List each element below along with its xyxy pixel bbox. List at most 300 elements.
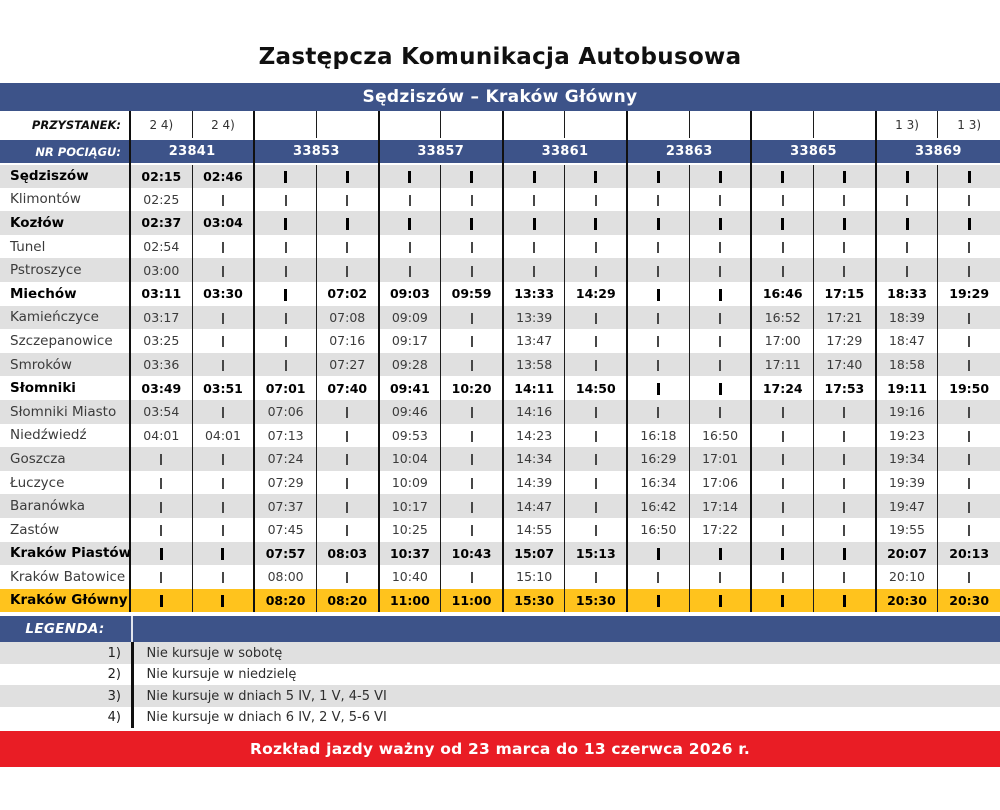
no-stop-bar-icon — [160, 595, 163, 607]
no-stop-marker — [192, 542, 254, 566]
table-row — [0, 471, 1000, 495]
no-stop-bar-icon — [595, 431, 597, 442]
no-stop-bar-icon — [471, 572, 473, 583]
no-stop-bar-icon — [222, 454, 224, 465]
no-stop-marker — [627, 376, 689, 400]
no-stop-marker — [938, 211, 1000, 235]
no-stop-marker — [938, 306, 1000, 330]
time-cell: 03:36 — [143, 357, 180, 373]
no-stop-marker — [441, 258, 503, 282]
station-name: Kraków Piastów — [0, 542, 130, 566]
no-stop-bar-icon — [222, 502, 224, 513]
no-stop-marker — [441, 211, 503, 235]
time-cell: 10:37 — [379, 542, 441, 566]
no-stop-bar-icon — [782, 478, 784, 489]
no-stop-marker — [254, 164, 316, 188]
no-stop-bar-icon — [408, 218, 411, 230]
legend-item-text: Nie kursuje w sobotę — [146, 645, 283, 661]
no-stop-marker — [814, 447, 876, 471]
no-stop-bar-icon — [471, 195, 473, 206]
no-stop-bar-icon — [968, 336, 970, 347]
train-number-row — [0, 139, 1000, 164]
no-stop-marker — [814, 565, 876, 589]
no-stop-marker — [441, 447, 503, 471]
no-stop-bar-icon — [595, 454, 597, 465]
no-stop-bar-icon — [533, 266, 535, 277]
no-stop-marker — [503, 164, 565, 188]
no-stop-marker — [751, 258, 813, 282]
no-stop-marker — [130, 471, 192, 495]
time-cell: 17:22 — [689, 518, 751, 542]
no-stop-marker — [751, 400, 813, 424]
no-stop-marker — [565, 400, 627, 424]
table-row — [0, 258, 1000, 282]
no-stop-bar-icon — [968, 242, 970, 253]
no-stop-bar-icon — [285, 336, 287, 347]
table-row — [0, 235, 1000, 259]
time-cell: 15:30 — [565, 589, 627, 613]
no-stop-marker — [751, 188, 813, 212]
legend-item — [0, 664, 1000, 686]
no-stop-bar-icon — [719, 266, 721, 277]
no-stop-bar-icon — [471, 525, 473, 536]
no-stop-bar-icon — [968, 313, 970, 324]
no-stop-marker — [316, 471, 378, 495]
no-stop-bar-icon — [719, 407, 721, 418]
legend-item-text: Nie kursuje w niedzielę — [146, 667, 297, 683]
no-stop-marker — [627, 211, 689, 235]
no-stop-marker — [627, 589, 689, 613]
no-stop-bar-icon — [843, 454, 845, 465]
no-stop-bar-icon — [346, 431, 348, 442]
no-stop-bar-icon — [346, 242, 348, 253]
time-cell: 02:15 — [141, 168, 182, 184]
route-header: Sędziszów – Kraków Główny — [0, 83, 1000, 111]
table-row — [0, 376, 1000, 400]
no-stop-bar-icon — [470, 171, 473, 183]
no-stop-marker — [316, 565, 378, 589]
legend-items — [0, 642, 1000, 728]
no-stop-bar-icon — [843, 242, 845, 253]
no-stop-bar-icon — [719, 572, 721, 583]
time-cell: 17:01 — [689, 447, 751, 471]
no-stop-marker — [565, 235, 627, 259]
no-stop-marker — [192, 235, 254, 259]
no-stop-marker — [814, 211, 876, 235]
no-stop-bar-icon — [906, 218, 909, 230]
no-stop-bar-icon — [657, 336, 659, 347]
no-stop-marker — [689, 211, 751, 235]
station-name: Niedźwiedź — [0, 424, 130, 448]
no-stop-bar-icon — [595, 242, 597, 253]
time-cell: 14:39 — [503, 471, 565, 495]
no-stop-bar-icon — [968, 502, 970, 513]
table-row — [0, 188, 1000, 212]
no-stop-bar-icon — [160, 478, 162, 489]
no-stop-marker — [379, 164, 441, 188]
stop-note — [379, 111, 441, 139]
no-stop-marker — [814, 589, 876, 613]
no-stop-marker — [441, 353, 503, 377]
time-cell: 08:03 — [316, 542, 378, 566]
no-stop-marker — [876, 235, 938, 259]
time-cell: 19:47 — [876, 494, 938, 518]
no-stop-bar-icon — [781, 548, 784, 560]
time-cell: 03:30 — [192, 282, 254, 306]
no-stop-bar-icon — [285, 360, 287, 371]
time-cell: 03:25 — [143, 333, 180, 349]
no-stop-bar-icon — [782, 195, 784, 206]
no-stop-marker — [876, 164, 938, 188]
no-stop-bar-icon — [843, 407, 845, 418]
time-cell: 07:16 — [316, 329, 378, 353]
time-cell: 19:34 — [876, 447, 938, 471]
no-stop-bar-icon — [222, 407, 224, 418]
no-stop-bar-icon — [719, 289, 722, 301]
time-cell: 17:53 — [814, 376, 876, 400]
time-cell: 10:43 — [441, 542, 503, 566]
no-stop-bar-icon — [843, 525, 845, 536]
station-name: Kraków Główny — [0, 589, 130, 613]
time-cell: 16:46 — [751, 282, 813, 306]
no-stop-bar-icon — [471, 502, 473, 513]
no-stop-bar-icon — [657, 218, 660, 230]
no-stop-marker — [441, 329, 503, 353]
time-cell: 19:11 — [876, 376, 938, 400]
time-cell: 07:27 — [316, 353, 378, 377]
no-stop-marker — [627, 188, 689, 212]
no-stop-bar-icon — [719, 195, 721, 206]
no-stop-marker — [565, 424, 627, 448]
no-stop-bar-icon — [719, 360, 721, 371]
no-stop-bar-icon — [284, 171, 287, 183]
time-cell: 14:50 — [565, 376, 627, 400]
no-stop-marker — [689, 258, 751, 282]
no-stop-marker — [689, 235, 751, 259]
no-stop-bar-icon — [906, 242, 908, 253]
time-cell: 07:13 — [254, 424, 316, 448]
no-stop-bar-icon — [222, 572, 224, 583]
no-stop-marker — [254, 188, 316, 212]
no-stop-bar-icon — [346, 478, 348, 489]
no-stop-bar-icon — [285, 195, 287, 206]
no-stop-bar-icon — [222, 525, 224, 536]
stop-note: 1 3) — [876, 111, 938, 139]
table-row — [0, 400, 1000, 424]
no-stop-marker — [316, 188, 378, 212]
train-number: 33861 — [503, 139, 627, 164]
no-stop-bar-icon — [471, 454, 473, 465]
no-stop-bar-icon — [284, 218, 287, 230]
stop-note — [627, 111, 689, 139]
no-stop-marker — [254, 235, 316, 259]
no-stop-marker — [689, 306, 751, 330]
no-stop-marker — [751, 424, 813, 448]
no-stop-marker — [876, 188, 938, 212]
no-stop-bar-icon — [160, 502, 162, 513]
no-stop-marker — [441, 518, 503, 542]
time-cell: 20:30 — [938, 589, 1000, 613]
no-stop-marker — [316, 164, 378, 188]
time-cell: 09:17 — [379, 329, 441, 353]
stop-note — [689, 111, 751, 139]
no-stop-marker — [938, 164, 1000, 188]
time-cell: 20:07 — [876, 542, 938, 566]
no-stop-marker — [751, 235, 813, 259]
no-stop-marker — [689, 282, 751, 306]
time-cell: 04:01 — [192, 424, 254, 448]
no-stop-bar-icon — [782, 266, 784, 277]
nr-pociagu-label: NR POCIĄGU: — [0, 139, 130, 164]
no-stop-marker — [565, 164, 627, 188]
no-stop-marker — [565, 447, 627, 471]
no-stop-marker — [938, 471, 1000, 495]
time-cell: 07:45 — [254, 518, 316, 542]
no-stop-bar-icon — [657, 289, 660, 301]
no-stop-marker — [938, 329, 1000, 353]
time-cell: 18:33 — [876, 282, 938, 306]
no-stop-bar-icon — [782, 572, 784, 583]
time-cell: 16:50 — [627, 518, 689, 542]
station-name: Baranówka — [0, 494, 130, 518]
no-stop-marker — [938, 400, 1000, 424]
legend-item-text: Nie kursuje w dniach 6 IV, 2 V, 5-6 VI — [146, 710, 387, 726]
no-stop-marker — [689, 164, 751, 188]
no-stop-bar-icon — [346, 407, 348, 418]
no-stop-marker — [316, 235, 378, 259]
time-cell: 07:02 — [316, 282, 378, 306]
no-stop-bar-icon — [968, 572, 970, 583]
no-stop-marker — [876, 211, 938, 235]
time-cell: 11:00 — [379, 589, 441, 613]
no-stop-bar-icon — [346, 218, 349, 230]
no-stop-marker — [565, 565, 627, 589]
no-stop-marker — [503, 211, 565, 235]
time-cell: 10:25 — [379, 518, 441, 542]
no-stop-marker — [751, 589, 813, 613]
station-name: Słomniki Miasto — [0, 400, 130, 424]
no-stop-bar-icon — [719, 171, 722, 183]
table-row — [0, 282, 1000, 306]
time-cell: 07:01 — [254, 376, 316, 400]
no-stop-marker — [192, 494, 254, 518]
no-stop-marker — [689, 565, 751, 589]
time-cell: 19:39 — [876, 471, 938, 495]
stop-note — [441, 111, 503, 139]
time-cell: 14:23 — [503, 424, 565, 448]
no-stop-bar-icon — [657, 595, 660, 607]
time-cell: 07:24 — [254, 447, 316, 471]
no-stop-marker — [751, 211, 813, 235]
no-stop-bar-icon — [595, 525, 597, 536]
no-stop-bar-icon — [595, 195, 597, 206]
station-name: Pstroszyce — [0, 258, 130, 282]
no-stop-marker — [565, 471, 627, 495]
no-stop-bar-icon — [409, 195, 411, 206]
stop-note — [254, 111, 316, 139]
station-name: Kamieńczyce — [0, 306, 130, 330]
no-stop-bar-icon — [843, 218, 846, 230]
no-stop-marker — [627, 400, 689, 424]
legend-item-number: 3) — [107, 688, 121, 704]
table-row — [0, 211, 1000, 235]
stop-note: 1 3) — [938, 111, 1000, 139]
no-stop-bar-icon — [657, 195, 659, 206]
stop-notes-row — [0, 111, 1000, 139]
time-cell: 07:37 — [254, 494, 316, 518]
no-stop-marker — [503, 258, 565, 282]
no-stop-bar-icon — [285, 313, 287, 324]
no-stop-marker — [627, 542, 689, 566]
no-stop-marker — [316, 518, 378, 542]
no-stop-marker — [689, 353, 751, 377]
table-row — [0, 329, 1000, 353]
time-cell: 08:00 — [254, 565, 316, 589]
train-number: 33865 — [751, 139, 875, 164]
station-name: Smroków — [0, 353, 130, 377]
time-cell: 14:55 — [503, 518, 565, 542]
no-stop-bar-icon — [968, 360, 970, 371]
no-stop-marker — [627, 565, 689, 589]
no-stop-bar-icon — [843, 572, 845, 583]
no-stop-marker — [379, 211, 441, 235]
no-stop-bar-icon — [782, 431, 784, 442]
no-stop-bar-icon — [968, 195, 970, 206]
time-cell: 16:42 — [627, 494, 689, 518]
no-stop-marker — [938, 424, 1000, 448]
no-stop-marker — [192, 565, 254, 589]
no-stop-bar-icon — [719, 595, 722, 607]
time-cell: 15:10 — [503, 565, 565, 589]
train-number: 23863 — [627, 139, 751, 164]
no-stop-marker — [627, 306, 689, 330]
no-stop-bar-icon — [657, 572, 659, 583]
no-stop-bar-icon — [222, 195, 224, 206]
no-stop-bar-icon — [595, 313, 597, 324]
station-name: Łuczyce — [0, 471, 130, 495]
no-stop-marker — [130, 542, 192, 566]
no-stop-bar-icon — [346, 572, 348, 583]
no-stop-marker — [938, 447, 1000, 471]
no-stop-marker — [627, 329, 689, 353]
no-stop-bar-icon — [843, 266, 845, 277]
table-row — [0, 353, 1000, 377]
no-stop-marker — [751, 565, 813, 589]
time-cell: 07:57 — [254, 542, 316, 566]
no-stop-marker — [751, 471, 813, 495]
no-stop-marker — [130, 565, 192, 589]
no-stop-bar-icon — [285, 242, 287, 253]
no-stop-bar-icon — [595, 478, 597, 489]
time-cell: 03:51 — [192, 376, 254, 400]
no-stop-marker — [751, 518, 813, 542]
no-stop-bar-icon — [221, 595, 224, 607]
no-stop-bar-icon — [657, 360, 659, 371]
no-stop-marker — [938, 235, 1000, 259]
no-stop-marker — [441, 494, 503, 518]
no-stop-marker — [689, 188, 751, 212]
no-stop-bar-icon — [594, 171, 597, 183]
no-stop-marker — [814, 542, 876, 566]
train-number: 33869 — [876, 139, 1000, 164]
no-stop-bar-icon — [346, 171, 349, 183]
table-row — [0, 542, 1000, 566]
station-name: Tunel — [0, 235, 130, 259]
table-row — [0, 306, 1000, 330]
no-stop-bar-icon — [657, 242, 659, 253]
no-stop-bar-icon — [533, 242, 535, 253]
no-stop-bar-icon — [471, 336, 473, 347]
no-stop-bar-icon — [285, 266, 287, 277]
no-stop-marker — [814, 164, 876, 188]
no-stop-marker — [938, 565, 1000, 589]
no-stop-marker — [565, 329, 627, 353]
no-stop-bar-icon — [222, 336, 224, 347]
przystanek-label: PRZYSTANEK: — [0, 111, 130, 139]
legend-item — [0, 685, 1000, 707]
no-stop-bar-icon — [782, 502, 784, 513]
time-cell: 09:41 — [379, 376, 441, 400]
no-stop-bar-icon — [719, 242, 721, 253]
legend-item-text: Nie kursuje w dniach 5 IV, 1 V, 4-5 VI — [146, 688, 387, 704]
time-cell: 11:00 — [441, 589, 503, 613]
no-stop-bar-icon — [284, 289, 287, 301]
no-stop-marker — [938, 188, 1000, 212]
no-stop-marker — [316, 494, 378, 518]
time-cell: 19:55 — [876, 518, 938, 542]
time-cell: 09:03 — [379, 282, 441, 306]
stop-note: 2 4) — [149, 117, 174, 132]
no-stop-marker — [565, 353, 627, 377]
no-stop-marker — [192, 447, 254, 471]
no-stop-marker — [379, 258, 441, 282]
legend-item-number: 2) — [107, 667, 121, 683]
no-stop-marker — [876, 258, 938, 282]
time-cell: 03:17 — [143, 309, 180, 325]
time-cell: 07:08 — [316, 306, 378, 330]
no-stop-bar-icon — [657, 383, 660, 395]
time-cell: 17:06 — [689, 471, 751, 495]
no-stop-marker — [814, 518, 876, 542]
time-cell: 09:46 — [379, 400, 441, 424]
time-cell: 17:24 — [751, 376, 813, 400]
no-stop-marker — [938, 258, 1000, 282]
station-name: Sędziszów — [0, 164, 130, 188]
no-stop-marker — [254, 258, 316, 282]
time-cell: 16:29 — [627, 447, 689, 471]
validity-banner: Rozkład jazdy ważny od 23 marca do 13 czerwca 2026 r. — [0, 731, 1000, 767]
time-cell: 17:14 — [689, 494, 751, 518]
no-stop-bar-icon — [471, 407, 473, 418]
time-cell: 17:21 — [814, 306, 876, 330]
no-stop-bar-icon — [968, 525, 970, 536]
time-cell: 10:17 — [379, 494, 441, 518]
no-stop-marker — [503, 188, 565, 212]
time-cell: 15:13 — [565, 542, 627, 566]
no-stop-bar-icon — [657, 313, 659, 324]
no-stop-marker — [254, 353, 316, 377]
no-stop-marker — [254, 306, 316, 330]
time-cell: 19:50 — [938, 376, 1000, 400]
station-rows — [0, 164, 1000, 612]
time-cell: 19:23 — [876, 424, 938, 448]
no-stop-marker — [751, 542, 813, 566]
no-stop-bar-icon — [719, 313, 721, 324]
legend-section — [0, 616, 1000, 728]
no-stop-marker — [441, 188, 503, 212]
no-stop-marker — [938, 518, 1000, 542]
no-stop-bar-icon — [719, 548, 722, 560]
